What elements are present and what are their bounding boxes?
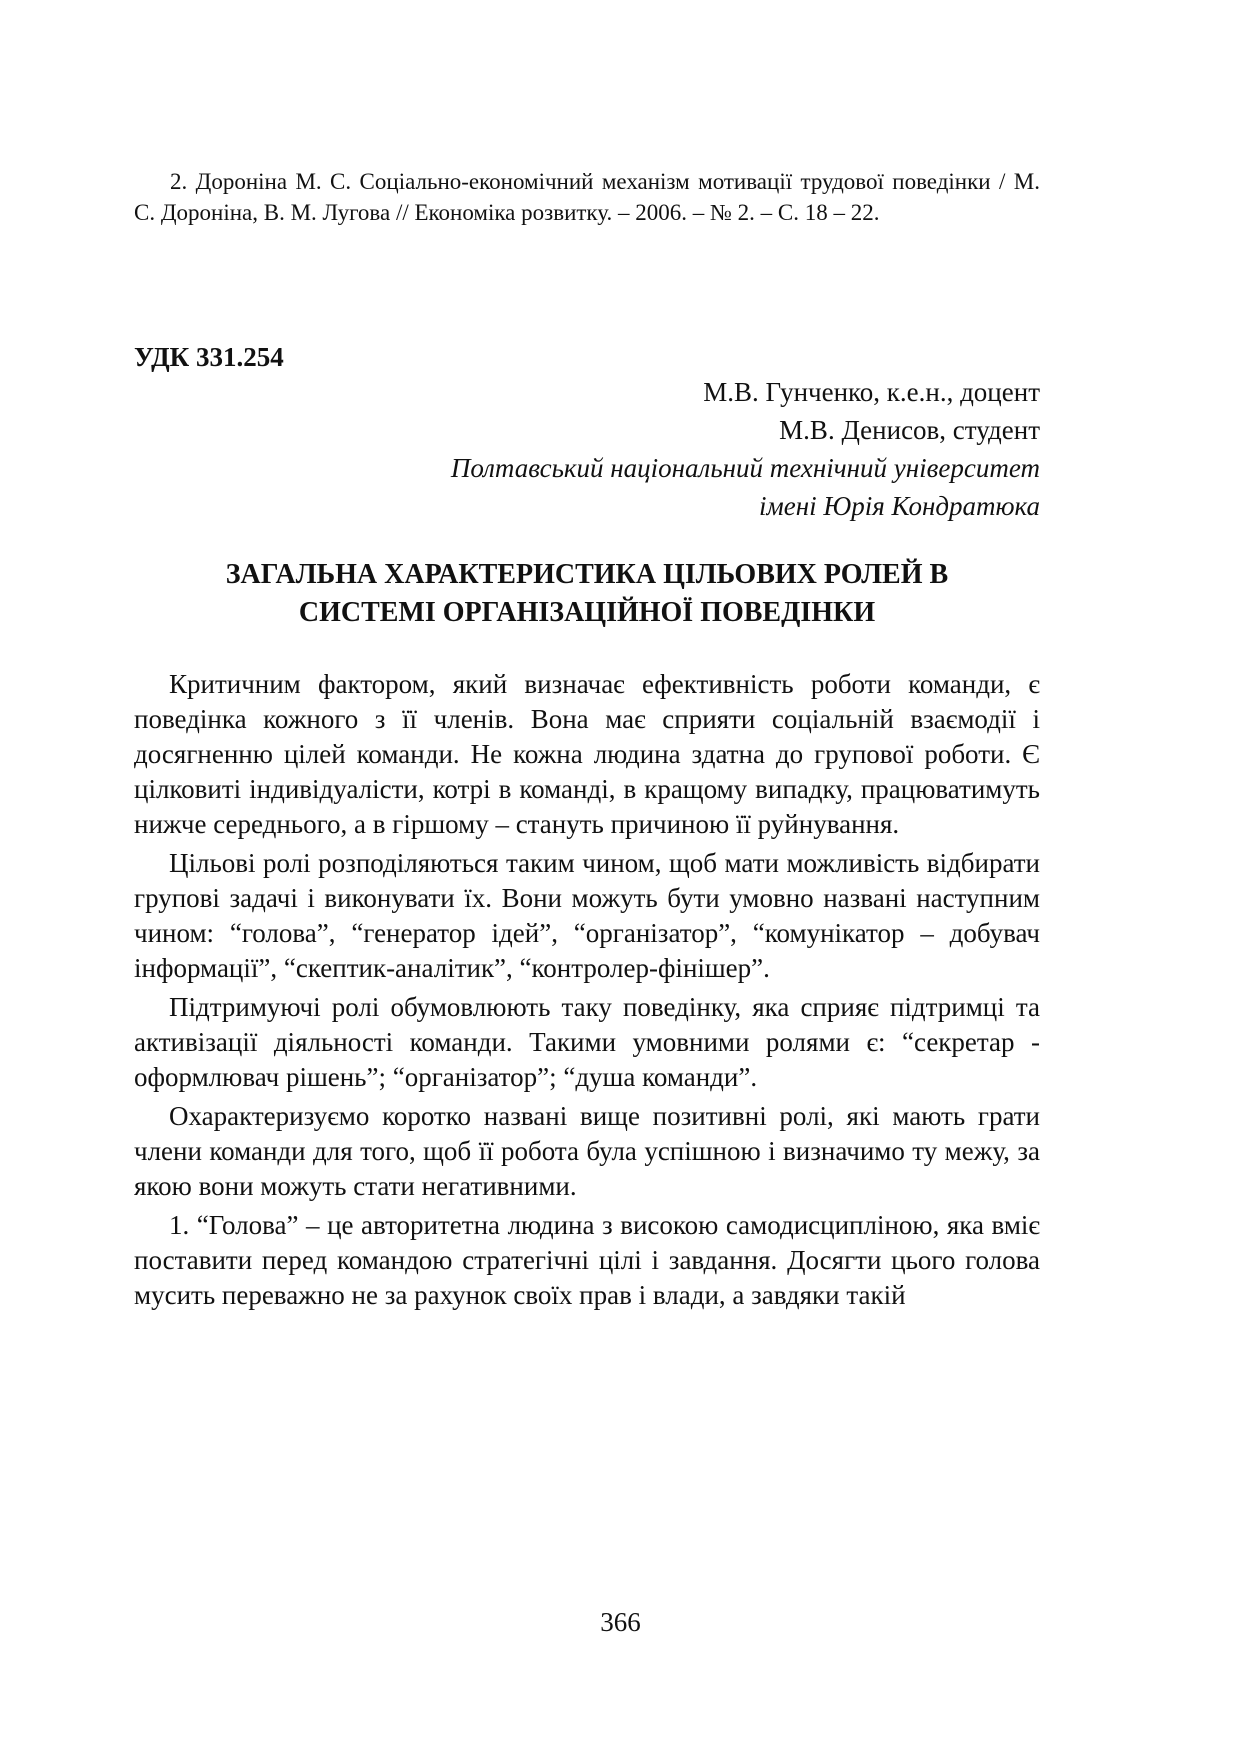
udk-code: УДК 331.254 [134, 342, 284, 372]
paragraph-2: Цільові ролі розподіляються таким чином, щоб мати можливість відбирати групові задачі і виконувати їх. Вони можуть бути умовно названі наступним чином: “голова”, “генератор ідей”, “організатор”, “комунікатор – добувач інформації”, “скептик-аналітик”, “контролер-фінішер”. [134, 848, 1040, 983]
affiliation-line-2: імені Юрія Кондратюка [759, 491, 1040, 521]
affiliation-line-1: Полтавський національний технічний університет [450, 453, 1040, 483]
title-line-1: ЗАГАЛЬНА ХАРАКТЕРИСТИКА ЦІЛЬОВИХ РОЛЕЙ В [225, 559, 949, 590]
page-number: 366 [600, 1607, 641, 1637]
paragraph-4: Охарактеризуємо коротко названі вище позитивні ролі, які мають грати члени команди для того, щоб її робота була успішною і визначимо ту межу, за якою вони можуть стати негативними. [134, 1101, 1040, 1201]
paragraph-3: Підтримуючі ролі обумовлюють таку поведінку, яка сприяє підтримці та активізації діяльності команди. Такими умовними ролями є: “секретар - оформлювач рішень”; “організатор”; “душа команди”. [134, 992, 1040, 1092]
authors-block [134, 373, 1040, 525]
article-title [134, 556, 1040, 632]
reference-entry: 2. Дороніна М. С. Соціально-економічний механізм мотивації трудової поведінки / М. С. Дороніна, В. М. Лугова // Економіка розвитку. – 2006. – № 2. – С. 18 – 22. [134, 169, 1040, 225]
paragraph-1: Критичним фактором, який визначає ефективність роботи команди, є поведінка кожного з її членів. Вона має сприяти соціальній взаємодії і досягненню цілей команди. Не кожна людина здатна до групової роботи. Є цілковиті індивідуалісти, котрі в команді, в кращому випадку, працюватимуть нижче середнього, а в гіршому – стануть причиною її руйнування. [134, 669, 1040, 839]
author-1: М.В. Гунченко, к.е.н., доцент [703, 377, 1040, 407]
article-body [134, 667, 1040, 1317]
paragraph-5: 1. “Голова” – це авторитетна людина з високою самодисципліною, яка вміє поставити перед командою стратегічні цілі і завдання. Досягти цього голова мусить переважно не за рахунок своїх прав і влади, а завдяки такій [134, 1210, 1040, 1310]
title-line-2: СИСТЕМІ ОРГАНІЗАЦІЙНОЇ ПОВЕДІНКИ [298, 597, 876, 628]
author-2: М.В. Денисов, студент [779, 415, 1040, 445]
